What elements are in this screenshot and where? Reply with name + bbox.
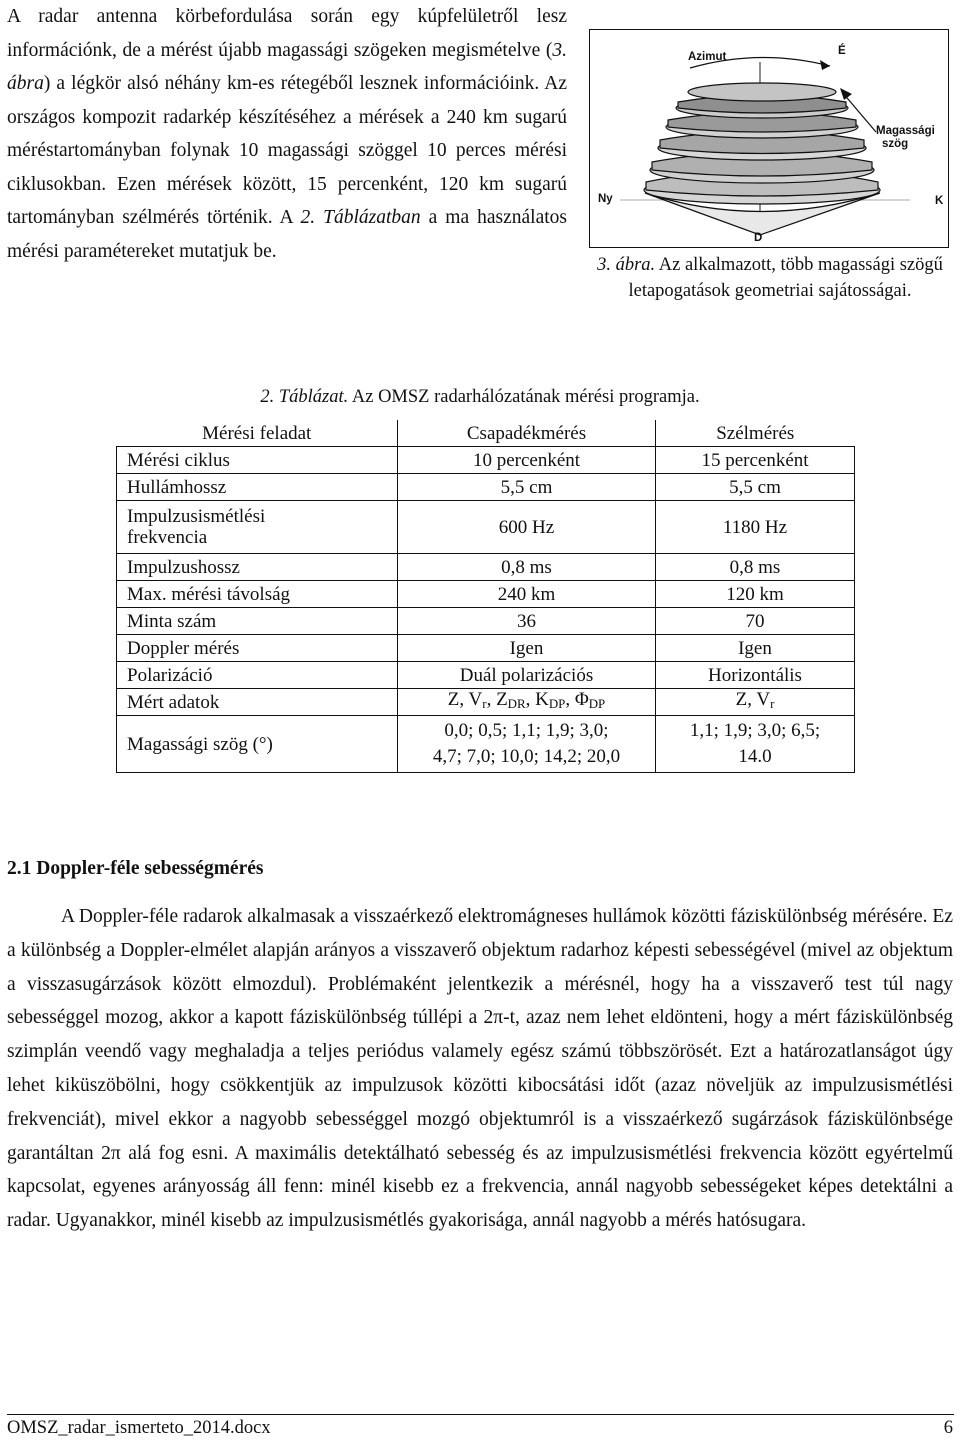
table-row [117,716,855,773]
cell-line: 14.0 [738,746,772,767]
measured-part: , Φ [565,689,589,711]
cell-precip: 600 Hz [398,501,656,554]
figure-reference: 3. ábra [7,39,567,94]
row-label-line: Impulzusismétlési [127,506,266,527]
table-header-row [117,420,855,447]
cell-precip: 0,8 ms [398,554,656,581]
footer-page-number: 6 [943,1418,953,1438]
table-caption-number: 2. Táblázat. [260,387,349,407]
row-label-line: frekvencia [127,527,208,548]
cell-wind [656,716,855,773]
label-north: É [838,45,846,57]
figure-caption-text: Az alkalmazott, több magassági szögű letapogatások geometriai sajátosságai. [628,255,943,301]
row-label: Doppler mérés [117,635,398,662]
figure-caption [589,252,951,304]
header-task: Mérési feladat [117,420,398,447]
table-row [117,608,855,635]
table-caption [0,387,960,408]
section-body: A Doppler-féle radarok alkalmasak a visszaérkező elektromágneses hullámok közötti fáziskülönbség mérésére. Ez a különbség a Doppler-elmélet alapján arányos a visszaverő objektum radarhoz képesti sebességével (mivel az objektum a visszasugárzások között elmozdul). Problémaként jelentkezik a mérésnél, hogy ha a visszaverő test túl nagy sebességgel mozog, akkor a kapott fáziskülönbség túllépi a 2π-t, azaz nem lehet eldönteni, hogy a mért fáziskülönbség szimplán veendő vagy meghaladja a teljes periódus valamely egész számú többszörösét. Ezt a határozatlanságot úgy lehet kiküszöbölni, hogy csökkentjük az impulzusok közötti kibocsátási időt (azaz növeljük az impulzusismétlési frekvenciát), mivel ekkor a nagyobb sebességgel mozgó objektumról is a visszaérkező sugárzások fáziskülönbsége garantáltan 2π alá fog esni. A maximális detektálható sebesség és az impulzusismétlési frekvencia között egyértelmű kapcsolat, egyenes arányosság áll fenn: minél kisebb ez a frekvencia, annál nagyobb sebességeket képes detektálni a radar. Ugyanakkor, minél kisebb az impulzusismétlés gyakorisága, annál nagyobb a mérés hatósugara. [7,906,953,1232]
label-elevation-2: szög [882,138,909,150]
cell-wind: 1180 Hz [656,501,855,554]
row-label: Impulzushossz [117,554,398,581]
row-label: Polarizáció [117,662,398,689]
scan-geometry-figure [589,29,949,248]
cell-precip: 240 km [398,581,656,608]
header-precip: Csapadékmérés [398,420,656,447]
footer-filename: OMSZ_radar_ismerteto_2014.docx [7,1418,271,1438]
elevation-arrowhead [840,88,852,100]
measured-subscript: r [770,696,775,712]
cell-wind: Horizontális [656,662,855,689]
row-label [117,501,398,554]
row-label: Minta szám [117,608,398,635]
table-row [117,581,855,608]
elevation-cones [644,83,880,235]
table-row [117,689,855,716]
cell-precip: Duál polarizációs [398,662,656,689]
cell-precip: Igen [398,635,656,662]
cell-line: 0,0; 0,5; 1,1; 1,9; 3,0; [444,720,609,741]
cell-wind: Igen [656,635,855,662]
label-south: D [754,232,763,244]
cone-layer [688,83,836,101]
table-reference: 2. Táblázatban [300,207,421,228]
table-row [117,554,855,581]
table-caption-text: Az OMSZ radarhálózatának mérési programja. [348,387,700,407]
cell-wind: 15 percenként [656,447,855,474]
cell-precip: 5,5 cm [398,474,656,501]
table-row [117,501,855,554]
cell-wind: 5,5 cm [656,474,855,501]
measured-part: Z, V [735,689,771,711]
section-heading: 2.1 Doppler-féle sebességmérés [7,858,264,879]
intro-paragraph [7,0,567,268]
measurement-program-table [116,420,855,773]
cell-wind [656,689,855,716]
label-elevation-1: Magassági [876,125,935,137]
measured-part: Z, V [447,689,483,711]
table-row [117,447,855,474]
table-row [117,474,855,501]
measured-subscript: DP [588,696,606,712]
label-east: K [935,195,944,207]
measured-subscript: r [482,696,487,712]
table-row [117,635,855,662]
row-label: Mérési ciklus [117,447,398,474]
cell-line: 1,1; 1,9; 3,0; 6,5; [689,720,821,741]
footer-divider [7,1414,954,1415]
cell-precip [398,716,656,773]
cell-precip [398,689,656,716]
measured-part: , K [525,689,549,711]
intro-text-1: A radar antenna körbefordulása során egy kúpfelületről lesz információnk, de a mérést újabb magassági szögeken megismételve ( [7,6,567,61]
row-label: Hullámhossz [117,474,398,501]
cell-wind: 0,8 ms [656,554,855,581]
measured-part: , Z [486,689,508,711]
measured-subscript: DR [507,696,526,712]
scan-cone-diagram [590,30,950,249]
row-label: Magassági szög (°) [117,716,398,773]
intro-text-2: ) a légkör alsó néhány km-es rétegéből lesznek információink. Az országos kompozit radarkép készítéséhez a mérések a 240 km sugarú méréstartományban folynak 10 magassági szöggel 10 perces mérési ciklusokban. Ezen mérések között, 15 percenként, 120 km sugarú tartományban szélmérés történik. A [7,73,567,228]
cell-wind: 70 [656,608,855,635]
cell-line: 4,7; 7,0; 10,0; 14,2; 20,0 [432,746,621,767]
label-azimut: Azimut [688,51,727,63]
cell-precip: 36 [398,608,656,635]
label-west: Ny [598,193,613,205]
cell-precip: 10 percenként [398,447,656,474]
row-label: Mért adatok [117,689,398,716]
table-row [117,662,855,689]
header-wind: Szélmérés [656,420,855,447]
measured-subscript: DP [548,696,566,712]
intro-text-3: a ma használatos mérési paramétereket mutatjuk be. [7,207,567,262]
row-label: Max. mérési távolság [117,581,398,608]
figure-caption-number: 3. ábra. [597,255,656,275]
cell-wind: 120 km [656,581,855,608]
